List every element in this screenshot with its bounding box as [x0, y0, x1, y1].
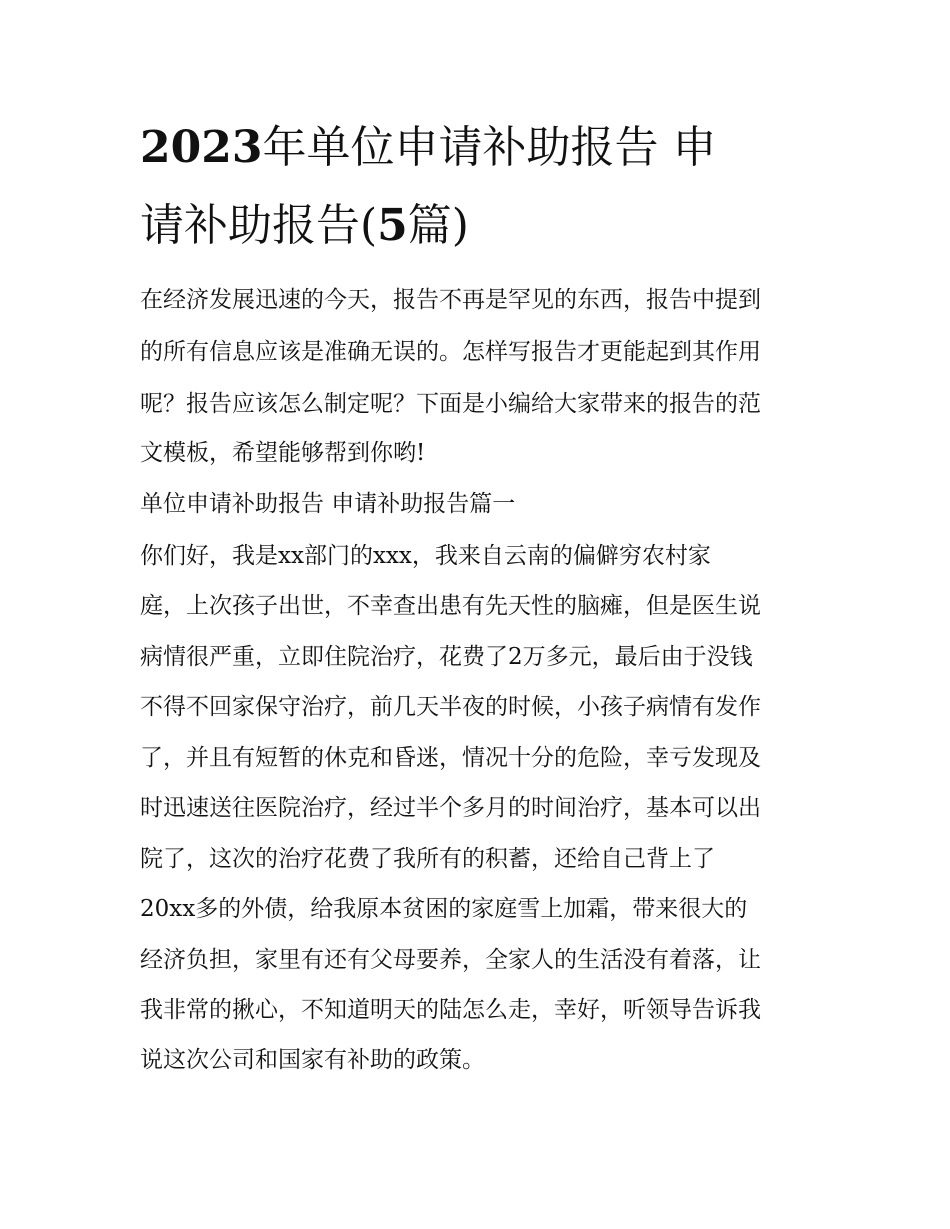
- body-line: 院了，这次的治疗花费了我所有的积蓄，还给自己背上了: [140, 846, 715, 872]
- title-line-1: [140, 108, 820, 188]
- body-line: 不得不回家保守治疗，前几天半夜的时候，小孩子病情有发作: [140, 694, 761, 720]
- intro-line: 的所有信息应该是准确无误的。怎样写报告才更能起到其作用: [140, 339, 761, 365]
- title-text-3: 篇): [407, 200, 469, 251]
- body-line: 20xx多的外债，给我原本贫困的家庭雪上加霜，带来很大的: [140, 896, 748, 922]
- body-line: 说这次公司和国家有补助的政策。: [140, 1047, 485, 1073]
- body-line: 你们好，我是xx部门的xxx，我来自云南的偏僻穷农村家: [140, 543, 711, 569]
- body-line: 我非常的揪心，不知道明天的陆怎么走，幸好，听领导告诉我: [140, 997, 761, 1023]
- intro-line: 呢？报告应该怎么制定呢？下面是小编给大家带来的报告的范: [140, 391, 761, 417]
- body-line: 病情很严重，立即住院治疗，花费了2万多元，最后由于没钱: [140, 644, 753, 670]
- intro-line: 在经济发展迅速的今天，报告不再是罕见的东西，报告中提到: [140, 287, 761, 313]
- title-text-1: 年单位申请补助报告 申: [262, 122, 717, 173]
- title-line-2: [140, 186, 820, 266]
- body-line: 庭，上次孩子出世，不幸查出患有先天性的脑瘫，但是医生说: [140, 593, 761, 619]
- title-text-2: 请补助报告(: [140, 200, 378, 251]
- body-line: 经济负担，家里有还有父母要养，全家人的生活没有着落，让: [140, 947, 761, 973]
- body-line: 时迅速送往医院治疗，经过半个多月的时间治疗，基本可以出: [140, 795, 761, 821]
- section-heading: 单位申请补助报告 申请补助报告篇一: [140, 491, 516, 517]
- body-line: 了，并且有短暂的休克和昏迷，情况十分的危险，幸亏发现及: [140, 745, 761, 771]
- intro-line: 文模板，希望能够帮到你哟!: [140, 440, 426, 466]
- title-count: 5: [377, 200, 408, 251]
- title-year: 2023: [140, 122, 263, 173]
